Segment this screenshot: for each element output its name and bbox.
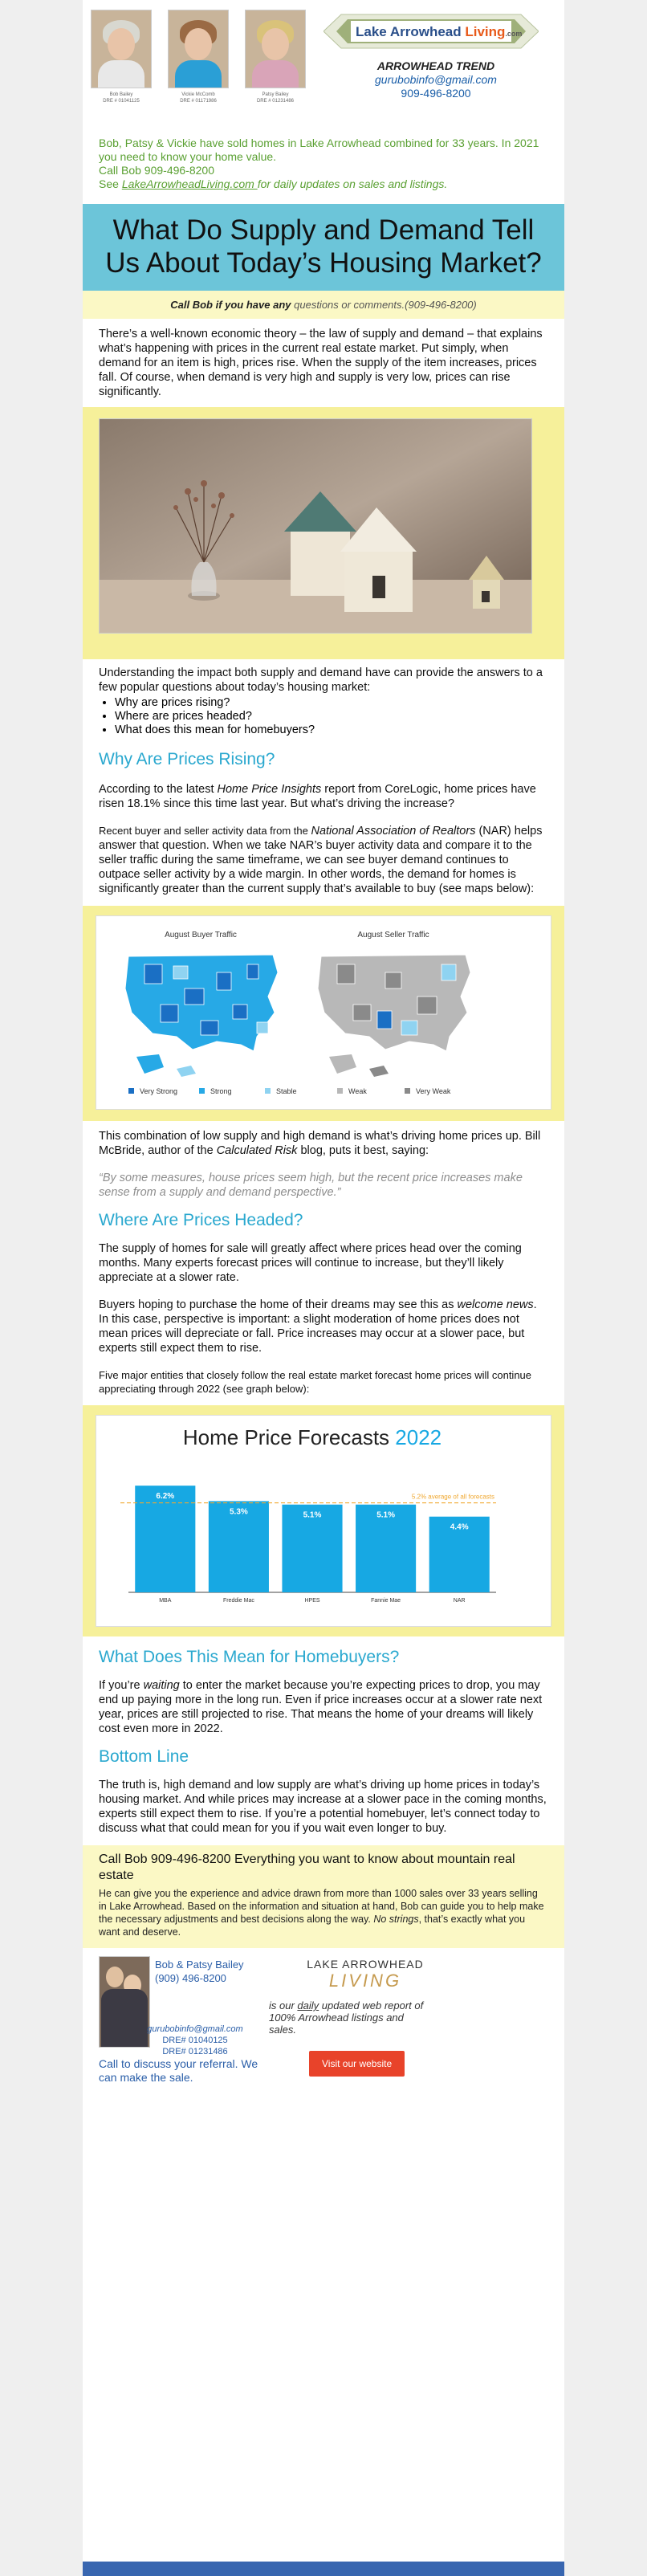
agent-name: Patsy Bailey	[262, 92, 289, 97]
chart-title: Home Price Forecasts 2022	[182, 1425, 442, 1449]
list-item: • Where are prices headed?	[115, 710, 564, 723]
call-bar-bold: Call Bob if you have any	[170, 299, 295, 311]
trend-block	[348, 59, 524, 100]
contact-details	[147, 2024, 243, 2057]
newsletter-page	[83, 0, 564, 2576]
questions-intro: Understanding the impact both supply and demand have can provide the answers to a few popular questions about today’s housing market:	[99, 666, 543, 694]
trend-phone-link[interactable]: 909-496-8200	[401, 87, 471, 100]
text: If you’re	[99, 1679, 144, 1692]
agent-bob	[91, 10, 152, 104]
nar-paragraph	[83, 824, 564, 896]
intro-paragraph: There’s a well-known economic theory – the law of supply and demand – that explains what’s happening with prices in the current real estate market. Put simply, when demand for an item is high, prices rise. When the supply of the item increases, prices fall. Of course, when demand is very high and supply is very low, prices can rise significantly.	[99, 328, 543, 398]
maps-frame	[83, 906, 564, 1121]
heading-homebuyers: What Does This Mean for Homebuyers?	[99, 1648, 400, 1666]
traffic-maps-graphic	[96, 916, 528, 1109]
houses-image	[99, 418, 532, 634]
agent-vickie	[168, 10, 229, 104]
agent-name: Vickie McComb	[181, 92, 215, 97]
average-label: 5.2% average of all forecasts	[411, 1493, 494, 1501]
website-description	[269, 1999, 429, 2036]
category-label: MBA	[159, 1598, 172, 1604]
category-label: HPES	[304, 1598, 320, 1604]
mcbride-paragraph	[83, 1129, 564, 1158]
legend-label: Weak	[348, 1087, 367, 1095]
bar-value-label: 4.4%	[450, 1522, 469, 1532]
header	[83, 0, 564, 128]
hero-image-frame	[83, 407, 564, 659]
contact-names	[155, 1958, 244, 1985]
cta-text	[99, 1887, 548, 1938]
article-title-banner	[83, 204, 564, 291]
text: . In this case, perspective is important: a slight moderation of home prices does not mean prices will depreciate or fall. Price increases may occur at a slower pace, but experts still expect them to rise.	[99, 1298, 537, 1355]
website-link[interactable]: LakeArrowheadLiving.com	[121, 177, 258, 190]
agent-photo	[245, 10, 306, 88]
text: updated web report of 100% Arrowhead listings and sales.	[269, 1999, 424, 2036]
call-bar-rest: questions or comments.(909-496-8200)	[294, 299, 477, 311]
footer-email-link[interactable]: gurubobinfo@gmail.com	[147, 2024, 243, 2034]
legend-label: Very Strong	[140, 1087, 178, 1095]
bar-value-label: 6.2%	[156, 1492, 175, 1502]
list-item: • Why are prices rising?	[115, 696, 564, 710]
footer-bar	[83, 2562, 564, 2576]
bar-value-label: 5.3%	[230, 1507, 248, 1517]
svg-text:Lake Arrowhead Living.com: Lake Arrowhead Living.com	[356, 24, 523, 39]
text-italic: National Association of Realtors	[311, 825, 476, 838]
bar-value-label: 5.1%	[303, 1510, 322, 1520]
text: He can give you the experience and advice drawn from more than 1000 sales over 33 years selling in Lake Arrowhead. Based on the information and situation at hand, Bob can guide you to help make the necessary adjustments and best decisions along the way.	[99, 1888, 544, 1925]
footer-logo-line1: LAKE ARROWHEAD	[307, 1958, 424, 1971]
text: is our	[269, 1999, 298, 2011]
heading-where-headed: Where Are Prices Headed?	[99, 1211, 303, 1229]
legend-label: Very Weak	[416, 1087, 451, 1095]
text: According to the latest	[99, 783, 218, 796]
bottom-line-paragraph: The truth is, high demand and low supply are what’s driving up home prices in today’s housing market. And while prices may increase at a slower pace in the coming months, experts still expect them to rise. If you’re a potential homebuyer, let’s connect today to discuss what that could mean for you if you wait even longer to buy.	[99, 1779, 547, 1835]
text-italic: Calculated Risk	[216, 1144, 298, 1157]
footer-dre2: DRE# 01231486	[162, 2047, 228, 2056]
footer-names: Bob & Patsy Bailey	[155, 1958, 244, 1971]
agent-dre: DRE # 01171986	[180, 99, 217, 104]
category-label: Freddie Mac	[222, 1598, 254, 1604]
lake-arrowhead-living-logo[interactable]	[324, 11, 539, 51]
seller-traffic-map	[318, 955, 470, 1077]
bar-value-label: 5.1%	[376, 1510, 395, 1520]
agent-patsy	[245, 10, 306, 104]
corelogic-paragraph	[83, 782, 564, 811]
referral-text: Call to discuss your referral. We can make the sale.	[99, 2057, 258, 2084]
call-to-action	[83, 1845, 564, 1948]
text: Recent buyer and seller activity data from the	[99, 825, 311, 837]
legend-swatch	[337, 1088, 343, 1094]
trend-title: ARROWHEAD TREND	[376, 59, 495, 72]
category-label: NAR	[453, 1598, 466, 1604]
footer-logo-line2: LIVING	[328, 1971, 402, 1991]
buyer-traffic-map	[125, 955, 278, 1077]
call-bar	[83, 291, 564, 319]
category-label: Fannie Mae	[371, 1598, 401, 1604]
text: blog, puts it best, saying:	[297, 1144, 429, 1157]
text-italic: waiting	[143, 1679, 180, 1692]
text: to enter the market because you’re expecting prices to drop, you may end up paying more in the long run. Even if price increases occur at a slower rate next year, prices are still projected to rise. That means the home of your dreams will likely cost even more in 2022.	[99, 1679, 543, 1735]
legend-label: Strong	[210, 1087, 232, 1095]
cta-heading: Call Bob 909-496-8200 Everything you want to know about mountain real estate	[99, 1853, 515, 1882]
text-italic: No strings	[373, 1914, 419, 1925]
legend-label: Stable	[276, 1087, 297, 1095]
text-italic: welcome news	[457, 1298, 534, 1311]
maps-legend	[128, 1087, 451, 1095]
legend-swatch	[199, 1088, 205, 1094]
text: report from CoreLogic, home prices have risen 18.1% since this time last year. But what’s driving the increase?	[99, 783, 536, 810]
heading-why-rising: Why Are Prices Rising?	[99, 750, 275, 768]
list-item: • What does this mean for homebuyers?	[115, 723, 564, 737]
visit-website-button[interactable]: Visit our website	[309, 2051, 405, 2077]
footer	[83, 1956, 564, 2125]
mcbride-quote: “By some measures, house prices seem high, but the recent price increases make sense from a supply and demand perspective.”	[99, 1172, 523, 1199]
forecast-intro: Five major entities that closely follow the real estate market forecast home prices will continue appreciating through 2022 (see graph below):	[99, 1369, 532, 1395]
trend-email-link[interactable]: gurubobinfo@gmail.com	[375, 73, 497, 86]
homebuyers-paragraph	[83, 1678, 564, 1736]
agent-dre: DRE # 01231486	[256, 99, 295, 104]
chart-bars	[120, 1486, 496, 1604]
text-italic: Home Price Insights	[217, 783, 322, 796]
buyers-paragraph	[83, 1298, 564, 1355]
legend-swatch	[128, 1088, 134, 1094]
article-title: What Do Supply and Demand Tell Us About Today’s Housing Market?	[105, 214, 542, 279]
footer-phone[interactable]: (909) 496-8200	[155, 1972, 226, 1984]
bob-patsy-photo	[99, 1956, 150, 2048]
forecast-chart	[96, 1416, 528, 1626]
intro-suffix: for daily updates on sales and listings.	[257, 177, 448, 190]
intro-see: See	[99, 177, 122, 190]
agent-dre: DRE # 01041125	[103, 99, 140, 104]
traffic-maps	[96, 915, 551, 1110]
footer-dre1: DRE# 01040125	[162, 2036, 228, 2045]
heading-bottom-line: Bottom Line	[99, 1747, 189, 1766]
legend-swatch	[405, 1088, 410, 1094]
questions-list	[83, 696, 564, 737]
intro-phone: Call Bob 909-496-8200	[99, 164, 214, 177]
agent-name: Bob Bailey	[109, 92, 133, 97]
text: Buyers hoping to purchase the home of their dreams may see this as	[99, 1298, 458, 1311]
intro-text: Bob, Patsy & Vickie have sold homes in Lake Arrowhead combined for 33 years. In 2021 you need to know your home value.	[99, 137, 539, 163]
agent-photo	[168, 10, 229, 88]
agent-photo	[91, 10, 152, 88]
buyer-map-title: August Buyer Traffic	[165, 931, 237, 940]
intro-block	[83, 128, 564, 191]
text: This combination of low supply and high demand is what’s driving home prices up. Bill McBride, author of the	[99, 1130, 541, 1157]
seller-map-title: August Seller Traffic	[357, 931, 429, 940]
text: , that’s exactly what you want and deserve.	[99, 1914, 526, 1938]
lake-arrowhead-living-footer-logo[interactable]	[301, 1958, 429, 1991]
text-underline: daily	[297, 1999, 319, 2011]
legend-swatch	[265, 1088, 271, 1094]
supply-paragraph: The supply of homes for sale will greatly affect where prices head over the coming months. Many experts forecast prices will continue to increase, but they’ll likely appreciate at a slower rate.	[99, 1242, 522, 1284]
chart-frame	[83, 1405, 564, 1636]
text: (NAR) helps answer that question. When we take NAR’s buyer activity data and compare it to the seller traffic during the same timeframe, we can see buyer demand continues to outpace seller activity by a wide margin. In other words, the demand for homes is significantly greater than the current supply that’s available to buy (see maps below):	[99, 825, 543, 895]
bar-mba	[135, 1486, 195, 1592]
